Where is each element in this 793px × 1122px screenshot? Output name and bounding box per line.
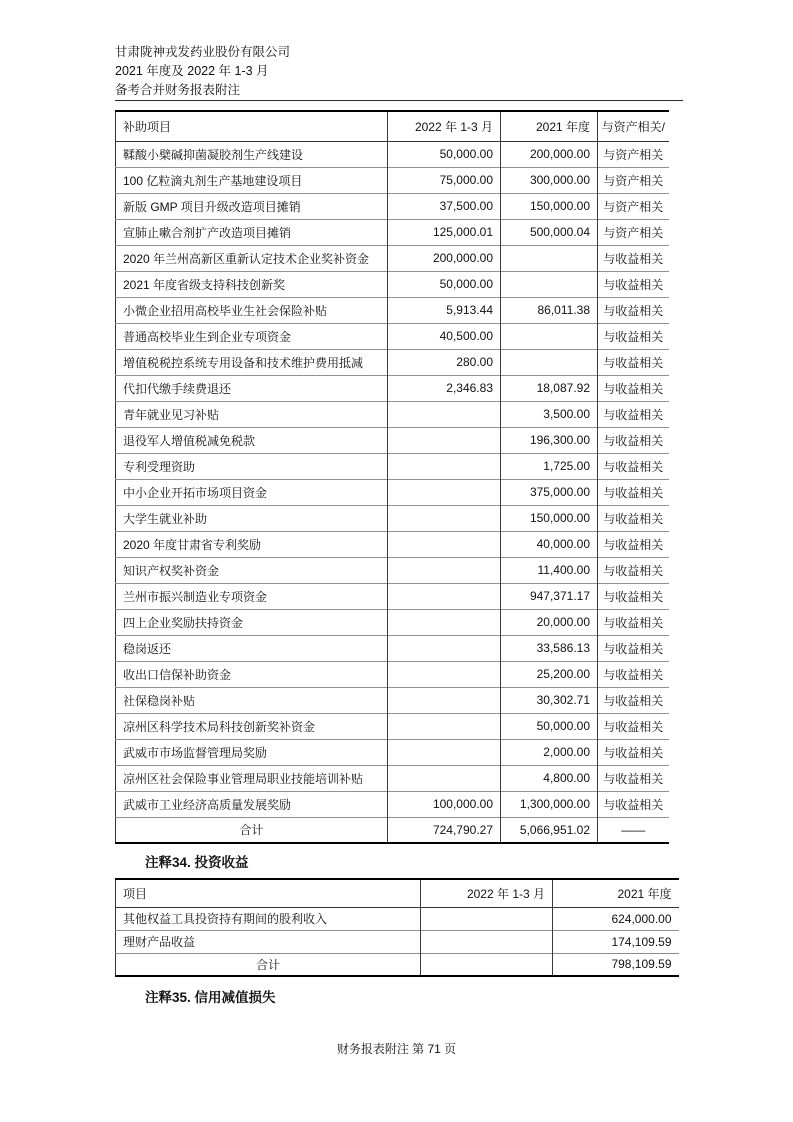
table-cell: 与资产相关 <box>598 219 669 245</box>
table-cell: 凉州区科学技术局科技创新奖补资金 <box>116 713 388 739</box>
table-row <box>116 349 669 375</box>
table-cell: 86,011.38 <box>501 297 598 323</box>
table-cell: 30,302.71 <box>501 687 598 713</box>
table-row <box>116 427 669 453</box>
table-cell: 2020 年度甘肃省专利奖励 <box>116 531 388 557</box>
table-cell: 100,000.00 <box>388 791 501 817</box>
table-cell: 与收益相关 <box>598 765 669 791</box>
table-header-row <box>116 111 669 141</box>
table-row <box>116 713 669 739</box>
table-cell: 100 亿粒滴丸剂生产基地建设项目 <box>116 167 388 193</box>
table-cell: 与收益相关 <box>598 739 669 765</box>
table-row <box>116 401 669 427</box>
table-cell: 增值税税控系统专用设备和技术维护费用抵减 <box>116 349 388 375</box>
table-cell: 与收益相关 <box>598 349 669 375</box>
table-cell: 与收益相关 <box>598 609 669 635</box>
table-cell: 2,000.00 <box>501 739 598 765</box>
total-row <box>116 953 679 976</box>
table-row <box>116 167 669 193</box>
table-cell <box>388 453 501 479</box>
table-cell: 凉州区社会保险事业管理局职业技能培训补贴 <box>116 765 388 791</box>
table-cell <box>501 271 598 297</box>
table-cell: 中小企业开拓市场项目资金 <box>116 479 388 505</box>
table-cell <box>388 401 501 427</box>
table-header-row <box>116 879 679 907</box>
table-cell: 25,200.00 <box>501 661 598 687</box>
table-cell: 150,000.00 <box>501 505 598 531</box>
table-cell <box>388 635 501 661</box>
note34-heading: 注释34. 投资收益 <box>145 855 249 870</box>
table-cell: 与收益相关 <box>598 791 669 817</box>
table-row <box>116 375 669 401</box>
table-cell: 四上企业奖励扶持资金 <box>116 609 388 635</box>
table-cell <box>388 557 501 583</box>
investment-income-table <box>115 878 679 977</box>
table-cell: 500,000.04 <box>501 219 598 245</box>
document-header <box>115 43 290 100</box>
table-cell: 与资产相关 <box>598 141 669 167</box>
table-cell: 与收益相关 <box>598 375 669 401</box>
total-2021: 5,066,951.02 <box>501 817 598 843</box>
table-cell: 1,725.00 <box>501 453 598 479</box>
column-header-item: 项目 <box>116 879 421 907</box>
table-cell: 与收益相关 <box>598 401 669 427</box>
table-cell: 40,500.00 <box>388 323 501 349</box>
table-row <box>116 271 669 297</box>
table-cell <box>388 531 501 557</box>
table-cell: 624,000.00 <box>553 907 679 930</box>
table-row <box>116 739 669 765</box>
table-row <box>116 505 669 531</box>
table-cell: 武威市工业经济高质量发展奖励 <box>116 791 388 817</box>
table-cell: 与收益相关 <box>598 297 669 323</box>
table-cell <box>388 713 501 739</box>
total-2021: 798,109.59 <box>553 953 679 976</box>
subsidy-table-footer <box>116 817 669 843</box>
total-relation: —— <box>598 817 669 843</box>
table-row <box>116 245 669 271</box>
table-cell: 与收益相关 <box>598 583 669 609</box>
table-cell: 33,586.13 <box>501 635 598 661</box>
table-cell <box>388 661 501 687</box>
table-cell: 其他权益工具投资持有期间的股利收入 <box>123 912 328 926</box>
table-cell: 与收益相关 <box>598 427 669 453</box>
table-cell: 4,800.00 <box>501 765 598 791</box>
table-cell: 2021 年度省级支持科技创新奖 <box>116 271 388 297</box>
table-cell: 理财产品收益 <box>116 930 421 953</box>
table-cell <box>388 583 501 609</box>
table-cell: 与收益相关 <box>598 453 669 479</box>
investment-table-header <box>116 879 679 907</box>
table-cell: 与资产相关 <box>598 193 669 219</box>
table-cell: 40,000.00 <box>501 531 598 557</box>
table-row <box>116 479 669 505</box>
table-cell: 与收益相关 <box>598 713 669 739</box>
table-cell <box>388 687 501 713</box>
column-header-2022: 2022 年 1-3 月 <box>388 111 501 141</box>
table-row <box>116 219 669 245</box>
table-cell <box>388 505 501 531</box>
table-cell: 与收益相关 <box>598 245 669 271</box>
table-cell: 300,000.00 <box>501 167 598 193</box>
table-row <box>116 557 669 583</box>
table-cell: 18,087.92 <box>501 375 598 401</box>
table-cell: 947,371.17 <box>501 583 598 609</box>
table-cell: 280.00 <box>388 349 501 375</box>
table-cell: 专利受理资助 <box>116 453 388 479</box>
table-row <box>116 193 669 219</box>
table-cell: 兰州市振兴制造业专项资金 <box>116 583 388 609</box>
table-cell: 2020 年兰州高新区重新认定技术企业奖补资金 <box>116 245 388 271</box>
table-cell: 与收益相关 <box>598 531 669 557</box>
table-cell: 37,500.00 <box>388 193 501 219</box>
table-cell: 与收益相关 <box>598 661 669 687</box>
table-cell: 50,000.00 <box>388 141 501 167</box>
report-period: 2021 年度及 2022 年 1-3 月 <box>115 64 269 78</box>
table-cell: 200,000.00 <box>388 245 501 271</box>
table-row <box>116 661 669 687</box>
table-cell <box>501 349 598 375</box>
table-cell <box>388 479 501 505</box>
table-row <box>116 907 679 930</box>
header-divider <box>115 100 683 101</box>
table-cell: 退役军人增值税减免税款 <box>116 427 388 453</box>
table-cell: 新版 GMP 项目升级改造项目摊销 <box>116 193 388 219</box>
report-title: 备考合并财务报表附注 <box>115 83 241 97</box>
table-row <box>116 453 669 479</box>
table-cell: 174,109.59 <box>553 930 679 953</box>
table-cell: 小微企业招用高校毕业生社会保险补贴 <box>116 297 388 323</box>
table-cell: 200,000.00 <box>501 141 598 167</box>
investment-table-footer <box>116 953 679 976</box>
table-cell: 11,400.00 <box>501 557 598 583</box>
table-cell: 代扣代缴手续费退还 <box>116 375 388 401</box>
table-cell: 与收益相关 <box>598 687 669 713</box>
table-cell: 稳岗返还 <box>116 635 388 661</box>
column-header-2021: 2021 年度 <box>553 879 679 907</box>
table-cell: 375,000.00 <box>501 479 598 505</box>
total-2022 <box>421 953 553 976</box>
table-cell <box>388 427 501 453</box>
table-cell: 50,000.00 <box>501 713 598 739</box>
table-cell <box>501 323 598 349</box>
table-cell: 5,913.44 <box>388 297 501 323</box>
table-cell: 与收益相关 <box>598 635 669 661</box>
company-name: 甘肃陇神戎发药业股份有限公司 <box>115 45 291 59</box>
table-cell: 普通高校毕业生到企业专项资金 <box>116 323 388 349</box>
table-cell: 3,500.00 <box>501 401 598 427</box>
column-header-2022: 2022 年 1-3 月 <box>421 879 553 907</box>
table-row <box>116 297 669 323</box>
column-header-item: 补助项目 <box>116 111 388 141</box>
table-cell: 社保稳岗补贴 <box>116 687 388 713</box>
total-row <box>116 817 669 843</box>
table-row <box>116 765 669 791</box>
column-header-relation: 与资产相关/ <box>598 111 669 141</box>
table-row <box>116 791 669 817</box>
table-cell: 125,000.01 <box>388 219 501 245</box>
note35-heading: 注释35. 信用减值损失 <box>145 990 276 1005</box>
table-cell: 与收益相关 <box>598 505 669 531</box>
table-cell: 知识产权奖补资金 <box>116 557 388 583</box>
table-cell: 宣肺止嗽合剂扩产改造项目摊销 <box>116 219 388 245</box>
table-cell: 鞣酸小檗碱抑菌凝胶剂生产线建设 <box>123 147 304 162</box>
subsidy-table <box>115 110 669 844</box>
table-row <box>116 635 669 661</box>
table-cell <box>388 739 501 765</box>
table-cell: 150,000.00 <box>501 193 598 219</box>
table-row <box>116 141 669 167</box>
table-cell: 青年就业见习补贴 <box>116 401 388 427</box>
table-cell: 1,300,000.00 <box>501 791 598 817</box>
table-cell: 与收益相关 <box>598 557 669 583</box>
total-2022: 724,790.27 <box>388 817 501 843</box>
table-row <box>116 930 679 953</box>
subsidy-table-body <box>116 141 669 817</box>
table-cell: 196,300.00 <box>501 427 598 453</box>
table-cell <box>421 907 553 930</box>
page-footer: 财务报表附注 第 71 页 <box>336 1042 457 1056</box>
table-cell: 75,000.00 <box>388 167 501 193</box>
table-cell: 大学生就业补助 <box>116 505 388 531</box>
table-cell: 武威市市场监督管理局奖励 <box>116 739 388 765</box>
table-cell <box>501 245 598 271</box>
table-cell: 与收益相关 <box>598 271 669 297</box>
table-cell: 与收益相关 <box>598 479 669 505</box>
subsidy-table-header <box>116 111 669 141</box>
total-label: 合计 <box>116 953 421 976</box>
table-cell: 与资产相关 <box>598 167 669 193</box>
table-cell: 20,000.00 <box>501 609 598 635</box>
table-row <box>116 531 669 557</box>
table-cell: 50,000.00 <box>388 271 501 297</box>
table-cell: 2,346.83 <box>388 375 501 401</box>
table-row <box>116 687 669 713</box>
table-cell <box>388 609 501 635</box>
investment-table-body <box>116 907 679 953</box>
column-header-2021: 2021 年度 <box>501 111 598 141</box>
table-cell <box>388 765 501 791</box>
table-cell <box>421 930 553 953</box>
table-row <box>116 323 669 349</box>
table-cell: 收出口信保补助资金 <box>116 661 388 687</box>
table-row <box>116 609 669 635</box>
total-label: 合计 <box>116 817 388 843</box>
table-cell: 与收益相关 <box>598 323 669 349</box>
table-row <box>116 583 669 609</box>
